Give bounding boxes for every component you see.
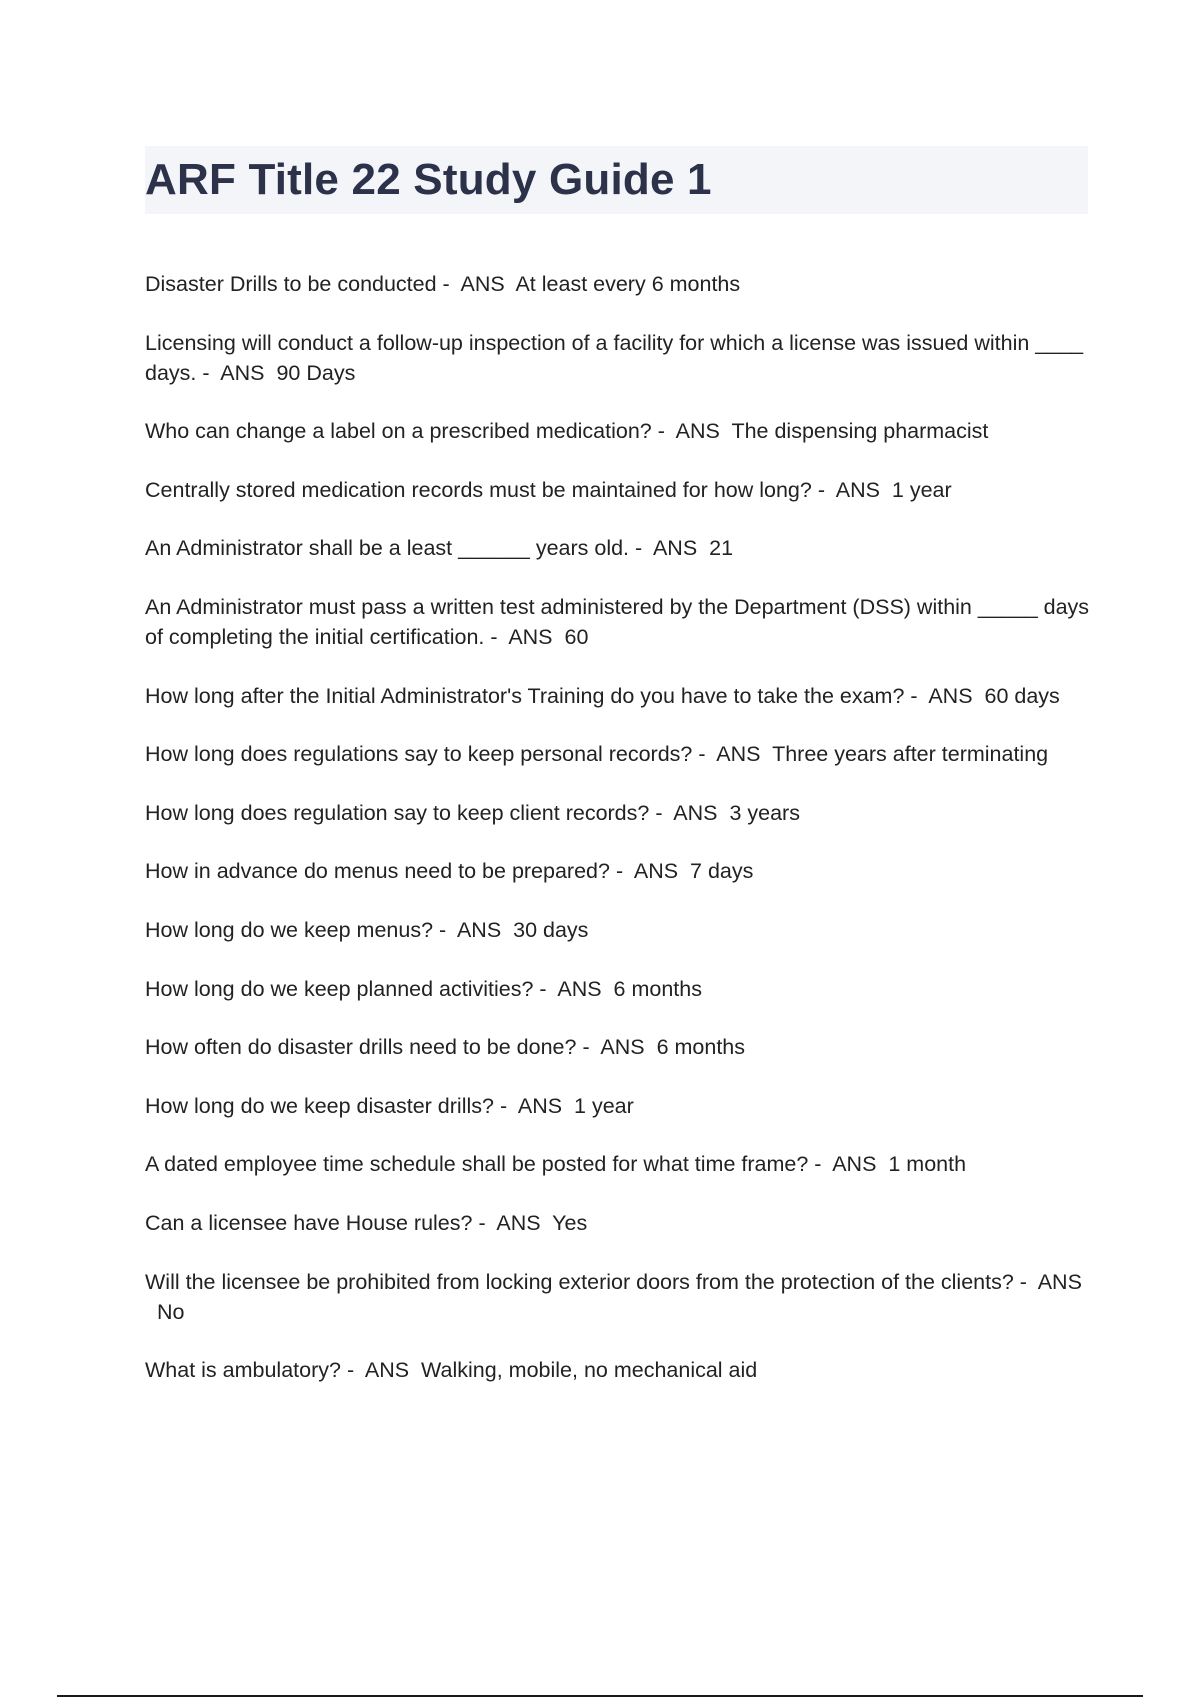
answer-text: 6 months — [613, 976, 702, 1001]
separator — [880, 478, 892, 502]
answer-marker: ANS — [1037, 1269, 1082, 1294]
qa-item — [145, 798, 1090, 828]
qa-item — [145, 1208, 1090, 1238]
qa-item — [145, 475, 1090, 505]
answer-marker: ANS — [220, 360, 265, 385]
answer-marker: ANS — [652, 536, 698, 561]
answer-text: 1 year — [574, 1093, 634, 1118]
separator: - — [649, 800, 674, 825]
question-text: How long do we keep menus? — [145, 917, 434, 942]
answer-text: 1 month — [888, 1152, 967, 1177]
separator — [553, 625, 565, 649]
answer-text: 21 — [709, 536, 734, 561]
separator — [973, 684, 985, 708]
separator — [717, 801, 729, 825]
separator: - — [484, 624, 509, 649]
qa-item — [145, 533, 1090, 563]
answer-text: Three years after terminating — [772, 742, 1049, 767]
question-text: An Administrator shall be a least ______ years old. — [145, 536, 630, 561]
answer-text: Yes — [552, 1210, 588, 1235]
separator: - — [196, 360, 221, 385]
answer-text: 3 years — [729, 800, 800, 825]
question-text: An Administrator must pass a written test administered by the Department (DSS) within _____ days of completing the initial certification. — [145, 594, 1090, 649]
answer-marker: ANS — [460, 272, 505, 296]
separator — [678, 859, 690, 883]
question-text: Will the licensee be prohibited from locking exterior doors from the protection of the clients? — [145, 1269, 1014, 1294]
qa-item — [145, 1091, 1090, 1121]
page-title: ARF Title 22 Study Guide 1 — [145, 155, 712, 204]
answer-marker: ANS — [557, 976, 602, 1001]
qa-item — [145, 416, 1090, 446]
question-text: Who can change a label on a prescribed medication? — [145, 419, 652, 444]
separator: - — [651, 419, 676, 444]
qa-item — [145, 681, 1090, 711]
answer-marker: ANS — [600, 1035, 645, 1060]
answer-text: 7 days — [690, 859, 754, 884]
separator — [645, 1035, 657, 1059]
answer-marker: ANS — [716, 742, 761, 767]
qa-list — [145, 269, 1090, 1414]
separator: - — [433, 917, 457, 942]
answer-text: Walking, mobile, no mechanical aid — [421, 1358, 758, 1383]
title-band — [145, 146, 1088, 214]
question-text: How long does regulation say to keep client records? — [145, 800, 650, 825]
separator: - — [576, 1035, 601, 1060]
answer-marker: ANS — [517, 1093, 563, 1118]
answer-text: 6 months — [656, 1035, 745, 1060]
answer-marker: ANS — [496, 1210, 541, 1235]
qa-item — [145, 1032, 1090, 1062]
answer-marker: ANS — [835, 477, 880, 502]
separator: - — [609, 859, 634, 884]
answer-marker: ANS — [508, 624, 553, 649]
qa-item — [145, 974, 1090, 1004]
question-text: How long does regulations say to keep personal records? — [145, 742, 693, 767]
question-text: How long do we keep disaster drills? — [145, 1093, 494, 1118]
answer-marker: ANS — [364, 1358, 410, 1383]
answer-text: 30 days — [513, 917, 589, 942]
separator — [501, 918, 513, 942]
separator — [145, 1300, 157, 1324]
qa-item — [145, 328, 1090, 388]
answer-marker: ANS — [456, 917, 502, 942]
qa-item — [145, 856, 1090, 886]
separator: - — [493, 1093, 518, 1118]
footer-rule — [57, 1695, 1143, 1697]
separator — [541, 1211, 553, 1235]
separator — [562, 1094, 574, 1118]
separator: - — [533, 976, 558, 1001]
separator — [505, 272, 516, 296]
separator — [697, 536, 709, 560]
qa-item — [145, 592, 1090, 652]
answer-marker: ANS — [633, 859, 679, 884]
separator: - — [340, 1358, 365, 1383]
question-text: A dated employee time schedule shall be posted for what time frame? — [145, 1152, 809, 1177]
separator — [602, 977, 614, 1001]
answer-text: 90 Days — [276, 360, 356, 385]
separator: - — [436, 272, 461, 296]
question-text: Centrally stored medication records must be maintained for how long? — [145, 477, 812, 502]
question-text: What is ambulatory? — [145, 1358, 341, 1383]
separator: - — [692, 742, 717, 767]
separator: - — [472, 1210, 497, 1235]
answer-marker: ANS — [675, 419, 720, 444]
separator: - — [1013, 1269, 1038, 1294]
question-text: Licensing will conduct a follow-up inspection of a facility for which a license was issued within ____ days. — [145, 330, 1084, 385]
answer-marker: ANS — [832, 1152, 877, 1177]
separator — [720, 419, 732, 443]
question-text: How long after the Initial Administrator's Training do you have to take the exam? — [145, 683, 905, 708]
separator: - — [629, 536, 653, 561]
question-text: Disaster Drills to be conducted — [145, 272, 437, 296]
answer-text: At least every 6 months — [515, 272, 741, 296]
separator: - — [808, 1152, 833, 1177]
question-text: How in advance do menus need to be prepared? — [145, 859, 610, 884]
qa-item — [145, 1355, 1090, 1385]
qa-item — [145, 915, 1090, 945]
question-text: How often do disaster drills need to be done? — [145, 1035, 577, 1060]
answer-text: No — [156, 1299, 185, 1324]
answer-text: 1 year — [891, 477, 952, 502]
answer-marker: ANS — [673, 800, 718, 825]
separator — [265, 361, 277, 385]
qa-item — [145, 739, 1090, 769]
separator — [409, 1358, 421, 1382]
qa-item — [145, 1149, 1090, 1179]
answer-text: 60 days — [984, 683, 1060, 708]
question-text: How long do we keep planned activities? — [145, 976, 534, 1001]
answer-marker: ANS — [928, 683, 973, 708]
qa-item — [145, 269, 1090, 299]
separator: - — [904, 683, 929, 708]
answer-text: The dispensing pharmacist — [731, 419, 989, 444]
separator — [876, 1152, 888, 1176]
separator — [761, 742, 773, 766]
qa-item — [145, 1267, 1090, 1327]
separator: - — [811, 477, 836, 502]
question-text: Can a licensee have House rules? — [145, 1210, 473, 1235]
answer-text: 60 — [564, 624, 589, 649]
